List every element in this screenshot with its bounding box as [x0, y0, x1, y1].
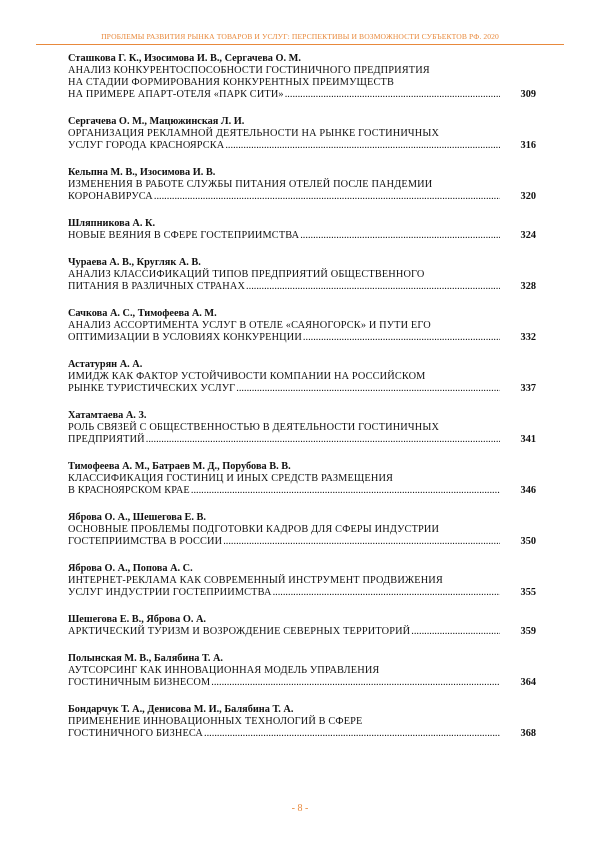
toc-entry-title-line: ПРИМЕНЕНИЕ ИННОВАЦИОННЫХ ТЕХНОЛОГИЙ В СФЕРЕ: [68, 716, 363, 727]
toc-entry: [68, 53, 536, 101]
toc-entry-authors: Астатурян А. А.: [68, 359, 143, 370]
toc-entry-page-number: 341: [520, 434, 536, 445]
toc-entry-final-line: [68, 332, 536, 344]
toc-entry-title-line: АНАЛИЗ КЛАССИФИКАЦИЙ ТИПОВ ПРЕДПРИЯТИЙ ОБЩЕСТВЕННОГО: [68, 269, 425, 280]
toc-entry-page-number: 320: [520, 191, 536, 202]
toc-entry-authors: Тимофеева А. М., Батраев М. Д., Порубова В. В.: [68, 461, 291, 472]
dot-leader: [236, 383, 500, 395]
toc-entry-title-line: КЛАССИФИКАЦИЯ ГОСТИНИЦ И ИНЫХ СРЕДСТВ РАЗМЕЩЕНИЯ: [68, 473, 394, 484]
dot-leader: [411, 626, 500, 638]
toc-entry: [68, 167, 536, 203]
toc-entry-page-number: 359: [520, 626, 536, 637]
toc-entry-title-line: РОЛЬ СВЯЗЕЙ С ОБЩЕСТВЕННОСТЬЮ В ДЕЯТЕЛЬНОСТИ ГОСТИНИЧНЫХ: [68, 422, 440, 433]
toc-entry-page-number: 324: [520, 230, 536, 241]
dot-leader: [273, 587, 500, 599]
toc-entry-page-number: 316: [520, 140, 536, 151]
toc-entry-title-line: ПРЕДПРИЯТИЙ: [68, 434, 145, 445]
toc-entry: [68, 563, 536, 599]
table-of-contents: [68, 53, 536, 755]
toc-entry-title-line: АРКТИЧЕСКИЙ ТУРИЗМ И ВОЗРОЖДЕНИЕ СЕВЕРНЫХ ТЕРРИТОРИЙ: [68, 626, 411, 637]
toc-entry-authors: Сачкова А. С., Тимофеева А. М.: [68, 308, 217, 319]
dot-leader: [204, 728, 500, 740]
toc-entry-final-line: [68, 281, 536, 293]
toc-entry: [68, 461, 536, 497]
toc-entry: [68, 704, 536, 740]
dot-leader: [303, 332, 500, 344]
toc-entry-title-line: РЫНКЕ ТУРИСТИЧЕСКИХ УСЛУГ: [68, 383, 236, 394]
dot-leader: [223, 536, 500, 548]
toc-entry-authors: Шляпникова А. К.: [68, 218, 156, 229]
toc-entry-final-line: [68, 230, 536, 242]
toc-entry-title-line: ИЗМЕНЕНИЯ В РАБОТЕ СЛУЖБЫ ПИТАНИЯ ОТЕЛЕЙ ПОСЛЕ ПАНДЕМИИ: [68, 179, 433, 190]
toc-entry-authors: Яброва О. А., Шешегова Е. В.: [68, 512, 206, 523]
toc-entry-final-line: [68, 191, 536, 203]
toc-entry: [68, 653, 536, 689]
dot-leader: [300, 230, 500, 242]
toc-entry-page-number: 346: [520, 485, 536, 496]
dot-leader: [211, 677, 500, 689]
toc-entry-final-line: [68, 140, 536, 152]
toc-entry-title-line: УСЛУГ ГОРОДА КРАСНОЯРСКА: [68, 140, 225, 151]
dot-leader: [246, 281, 500, 293]
dot-leader: [225, 140, 500, 152]
toc-entry-title-line: ГОСТЕПРИИМСТВА В РОССИИ: [68, 536, 223, 547]
toc-entry-title-line: ОПТИМИЗАЦИИ В УСЛОВИЯХ КОНКУРЕНЦИИ: [68, 332, 302, 343]
toc-entry-authors: Полынская М. В., Балябина Т. А.: [68, 653, 223, 664]
toc-entry-final-line: [68, 728, 536, 740]
toc-entry-title-line: ГОСТИНИЧНОГО БИЗНЕСА: [68, 728, 204, 739]
toc-entry-title-line: ОСНОВНЫЕ ПРОБЛЕМЫ ПОДГОТОВКИ КАДРОВ ДЛЯ СФЕРЫ ИНДУСТРИИ: [68, 524, 440, 535]
toc-entry-authors: Сташкова Г. К., Изосимова И. В., Сергачева О. М.: [68, 53, 301, 64]
toc-entry: [68, 359, 536, 395]
toc-entry-title-line: АНАЛИЗ АССОРТИМЕНТА УСЛУГ В ОТЕЛЕ «САЯНОГОРСК» И ПУТИ ЕГО: [68, 320, 431, 331]
toc-entry-final-line: [68, 626, 536, 638]
toc-entry-authors: Чураева А. В., Кругляк А. В.: [68, 257, 201, 268]
toc-entry-page-number: 309: [520, 89, 536, 100]
toc-entry-title-line: НА СТАДИИ ФОРМИРОВАНИЯ КОНКУРЕНТНЫХ ПРЕИМУЩЕСТВ: [68, 77, 394, 88]
toc-entry-authors: Яброва О. А., Попова А. С.: [68, 563, 193, 574]
page-number: - 8 -: [291, 803, 309, 814]
toc-entry-final-line: [68, 677, 536, 689]
toc-entry-title-line: ИМИДЖ КАК ФАКТОР УСТОЙЧИВОСТИ КОМПАНИИ НА РОССИЙСКОМ: [68, 371, 426, 382]
toc-entry: [68, 116, 536, 152]
toc-entry-page-number: 364: [520, 677, 536, 688]
toc-entry: [68, 218, 536, 242]
dot-leader: [285, 89, 500, 101]
toc-entry-authors: Шешегова Е. В., Яброва О. А.: [68, 614, 206, 625]
toc-entry-page-number: 332: [520, 332, 536, 343]
dot-leader: [146, 434, 500, 446]
toc-entry-authors: Бондарчук Т. А., Денисова М. И., Балябина Т. А.: [68, 704, 294, 715]
toc-entry: [68, 410, 536, 446]
toc-entry-title-line: ОРГАНИЗАЦИЯ РЕКЛАМНОЙ ДЕЯТЕЛЬНОСТИ НА РЫНКЕ ГОСТИНИЧНЫХ: [68, 128, 440, 139]
toc-entry-final-line: [68, 434, 536, 446]
toc-entry: [68, 257, 536, 293]
toc-entry-authors: Сергачева О. М., Мацюжинская Л. И.: [68, 116, 245, 127]
toc-entry: [68, 512, 536, 548]
toc-entry: [68, 308, 536, 344]
dot-leader: [154, 191, 500, 203]
toc-entry-final-line: [68, 89, 536, 101]
toc-entry-final-line: [68, 383, 536, 395]
dot-leader: [191, 485, 500, 497]
toc-entry-title-line: АНАЛИЗ КОНКУРЕНТОСПОСОБНОСТИ ГОСТИНИЧНОГО ПРЕДПРИЯТИЯ: [68, 65, 430, 76]
toc-entry-page-number: 368: [520, 728, 536, 739]
toc-entry-title-line: НА ПРИМЕРЕ АПАРТ-ОТЕЛЯ «ПАРК СИТИ»: [68, 89, 284, 100]
header-rule: [36, 44, 564, 45]
toc-entry-authors: Хатамтаева А. З.: [68, 410, 147, 421]
toc-entry-title-line: АУТСОРСИНГ КАК ИННОВАЦИОННАЯ МОДЕЛЬ УПРАВЛЕНИЯ: [68, 665, 380, 676]
toc-entry: [68, 614, 536, 638]
toc-entry-title-line: ИНТЕРНЕТ-РЕКЛАМА КАК СОВРЕМЕННЫЙ ИНСТРУМЕНТ ПРОДВИЖЕНИЯ: [68, 575, 443, 586]
toc-entry-title-line: НОВЫЕ ВЕЯНИЯ В СФЕРЕ ГОСТЕПРИИМСТВА: [68, 230, 300, 241]
toc-entry-page-number: 355: [520, 587, 536, 598]
toc-entry-page-number: 350: [520, 536, 536, 547]
toc-entry-title-line: В КРАСНОЯРСКОМ КРАЕ: [68, 485, 190, 496]
toc-entry-final-line: [68, 485, 536, 497]
running-header: ПРОБЛЕМЫ РАЗВИТИЯ РЫНКА ТОВАРОВ И УСЛУГ: ПЕРСПЕКТИВЫ И ВОЗМОЖНОСТИ СУБЪЕКТОВ РФ. 2020: [101, 32, 499, 41]
toc-entry-title-line: ПИТАНИЯ В РАЗЛИЧНЫХ СТРАНАХ: [68, 281, 246, 292]
toc-entry-final-line: [68, 536, 536, 548]
toc-entry-title-line: ГОСТИНИЧНЫМ БИЗНЕСОМ: [68, 677, 211, 688]
toc-entry-title-line: УСЛУГ ИНДУСТРИИ ГОСТЕПРИИМСТВА: [68, 587, 272, 598]
toc-entry-page-number: 328: [520, 281, 536, 292]
toc-entry-final-line: [68, 587, 536, 599]
toc-entry-page-number: 337: [520, 383, 536, 394]
toc-entry-authors: Кельпна М. В., Изосимова И. В.: [68, 167, 216, 178]
toc-entry-title-line: КОРОНАВИРУСА: [68, 191, 153, 202]
